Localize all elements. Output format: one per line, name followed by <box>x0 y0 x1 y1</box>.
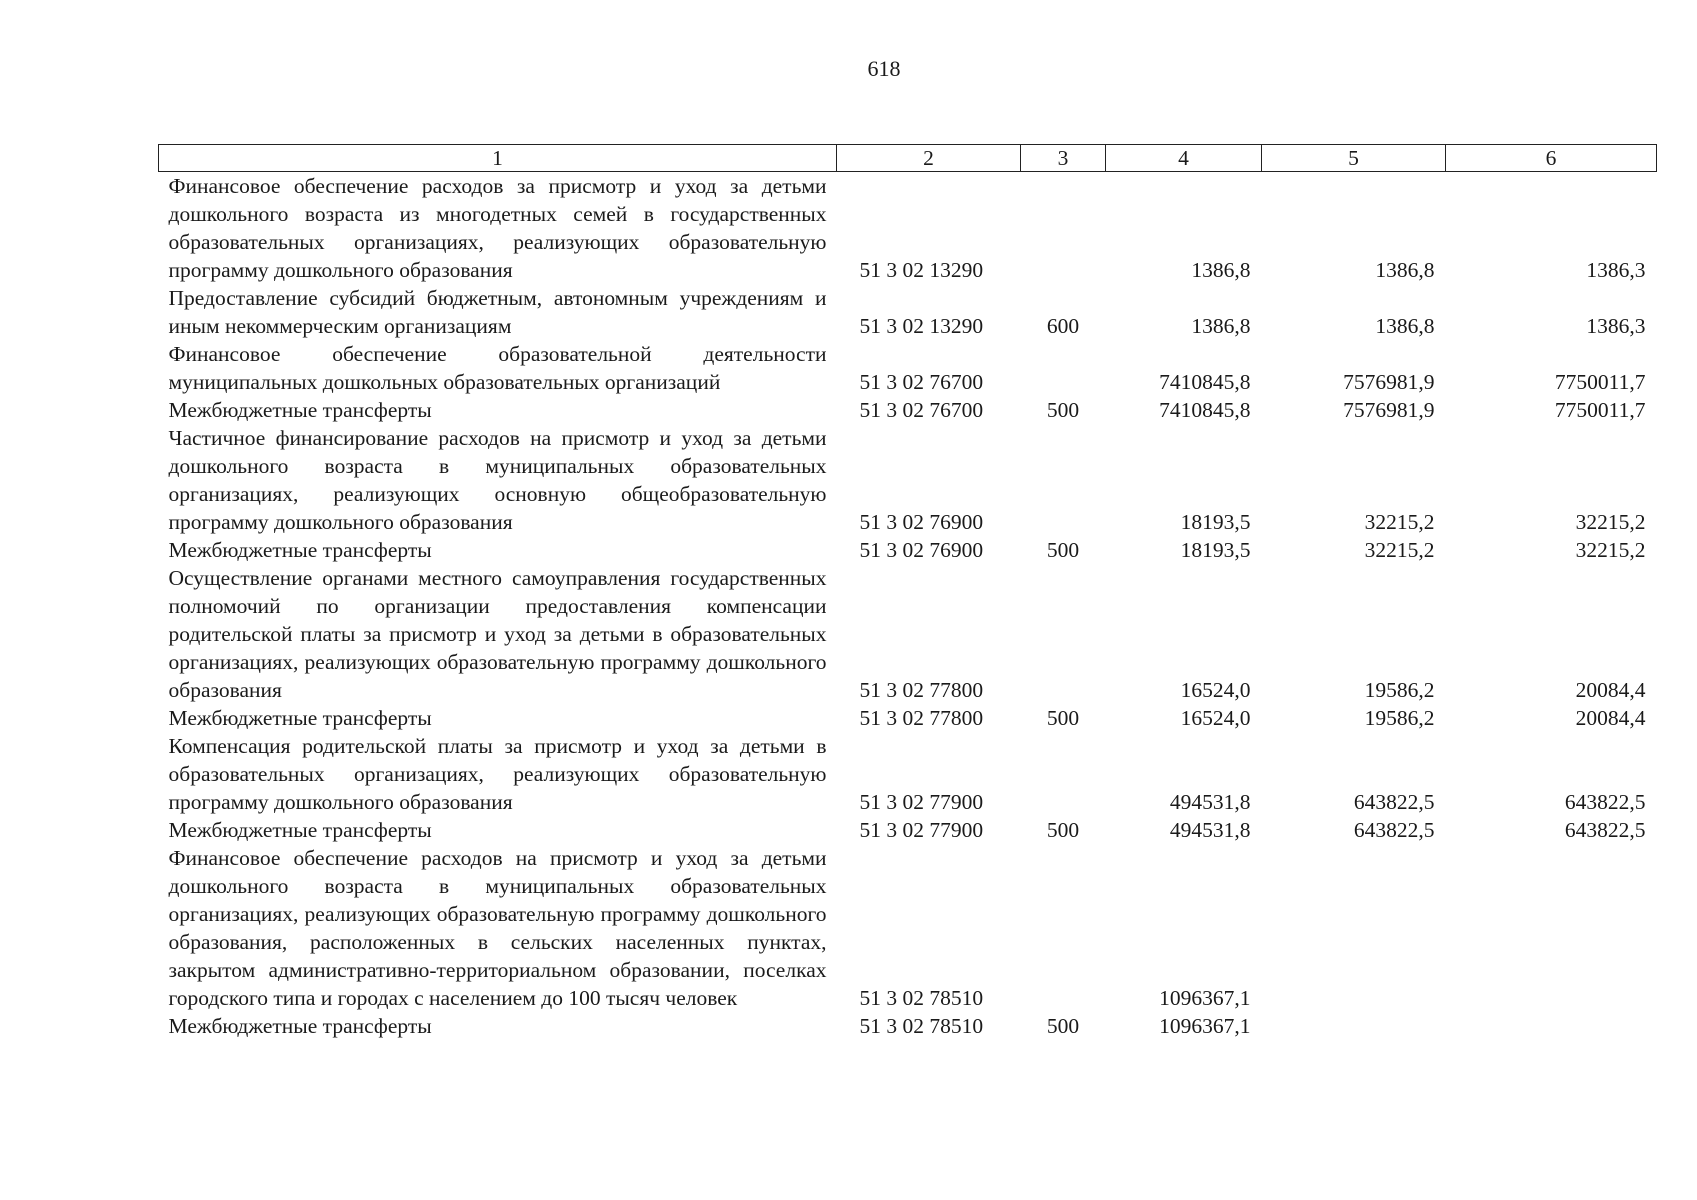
row-value-6: 1386,3 <box>1586 314 1646 338</box>
table-row <box>159 732 1657 816</box>
row-expense-type: 600 <box>1046 314 1080 338</box>
row-expense-type: 500 <box>1046 818 1080 842</box>
row-expense-type <box>1021 172 1106 285</box>
table-row <box>159 424 1657 536</box>
row-value-6: 20084,4 <box>1575 706 1646 730</box>
row-value-4: 7410845,8 <box>1159 370 1251 394</box>
header-col-6: 6 <box>1446 145 1657 172</box>
table-row <box>159 284 1657 340</box>
row-code: 51 3 02 13290 <box>859 314 984 338</box>
row-value-5: 7576981,9 <box>1343 398 1435 422</box>
row-expense-type <box>1021 564 1106 704</box>
row-value-4: 16524,0 <box>1180 678 1251 702</box>
table-body <box>159 172 1657 1041</box>
row-value-5: 7576981,9 <box>1343 370 1435 394</box>
row-value-4: 18193,5 <box>1180 538 1251 562</box>
row-expense-type: 500 <box>1046 706 1080 730</box>
row-value-6: 643822,5 <box>1564 790 1646 814</box>
header-col-3: 3 <box>1021 145 1106 172</box>
row-value-5: 1386,8 <box>1375 314 1435 338</box>
row-name: Межбюджетные трансферты <box>168 1014 432 1038</box>
row-value-4: 7410845,8 <box>1159 398 1251 422</box>
header-col-4: 4 <box>1106 145 1262 172</box>
row-expense-type: 500 <box>1046 398 1080 422</box>
row-name: Частичное финансирование расходов на присмотр и уход за детьми дошкольного возраста в муниципальных образовательных организациях, реализующих основную общеобразовательную программу дошкольного образования <box>168 426 827 534</box>
row-expense-type <box>1021 844 1106 1012</box>
header-col-2: 2 <box>837 145 1021 172</box>
row-value-4: 1386,8 <box>1191 314 1251 338</box>
table-row <box>159 396 1657 424</box>
row-code: 51 3 02 77800 <box>859 706 984 730</box>
row-value-5: 19586,2 <box>1364 706 1435 730</box>
row-value-5: 643822,5 <box>1353 818 1435 842</box>
row-value-6: 7750011,7 <box>1554 370 1646 394</box>
table-row <box>159 1012 1657 1040</box>
row-value-5: 19586,2 <box>1364 678 1435 702</box>
table-row <box>159 844 1657 1012</box>
page-number: 618 <box>867 56 901 81</box>
row-value-4: 16524,0 <box>1180 706 1251 730</box>
table-header <box>159 145 1657 172</box>
row-name: Межбюджетные трансферты <box>168 818 432 842</box>
row-expense-type <box>1021 424 1106 536</box>
row-value-4: 494531,8 <box>1169 790 1251 814</box>
row-name: Предоставление субсидий бюджетным, автономным учреждениям и иным некоммерческим организациям <box>168 286 827 338</box>
row-value-5: 1386,8 <box>1375 258 1435 282</box>
row-name: Компенсация родительской платы за присмотр и уход за детьми в образовательных организациях, реализующих образовательную программу дошкольного образования <box>168 734 827 814</box>
row-value-4: 1096367,1 <box>1159 1014 1251 1038</box>
row-code: 51 3 02 13290 <box>859 258 984 282</box>
row-name: Межбюджетные трансферты <box>168 538 432 562</box>
table-row <box>159 536 1657 564</box>
row-value-6: 20084,4 <box>1575 678 1646 702</box>
row-value-5: 32215,2 <box>1364 538 1435 562</box>
row-code: 51 3 02 77900 <box>859 790 984 814</box>
row-expense-type: 500 <box>1046 1014 1080 1038</box>
row-name: Осуществление органами местного самоуправления государственных полномочий по организации предоставления компенсации родительской платы за присмотр и уход за детьми в образовательных организациях, реализующих образовательную программу дошкольного образования <box>168 566 827 702</box>
row-code: 51 3 02 77900 <box>859 818 984 842</box>
row-code: 51 3 02 78510 <box>859 1014 984 1038</box>
row-code: 51 3 02 77800 <box>859 678 984 702</box>
row-value-4: 1096367,1 <box>1159 986 1251 1010</box>
row-value-5 <box>1262 844 1446 1012</box>
table-row <box>159 564 1657 704</box>
row-value-6: 32215,2 <box>1575 510 1646 534</box>
row-value-4: 1386,8 <box>1191 258 1251 282</box>
budget-table <box>158 144 1657 1040</box>
row-value-5 <box>1262 1012 1446 1040</box>
table-row <box>159 340 1657 396</box>
table-row <box>159 704 1657 732</box>
row-value-4: 494531,8 <box>1169 818 1251 842</box>
row-value-6 <box>1446 844 1657 1012</box>
row-code: 51 3 02 76900 <box>859 510 984 534</box>
row-name: Межбюджетные трансферты <box>168 706 432 730</box>
row-expense-type: 500 <box>1046 538 1080 562</box>
row-name: Финансовое обеспечение расходов на присмотр и уход за детьми дошкольного возраста в муниципальных образовательных организациях, реализующих образовательную программу дошкольного образования, расположенных в сельских населенных пунктах, закрытом административно-территориальном образовании, поселках городского типа и городах с населением до 100 тысяч человек <box>168 846 827 1010</box>
row-value-6: 643822,5 <box>1564 818 1646 842</box>
row-value-6 <box>1446 1012 1657 1040</box>
row-code: 51 3 02 76900 <box>859 538 984 562</box>
row-name: Финансовое обеспечение образовательной деятельности муниципальных дошкольных образовательных организаций <box>168 342 827 394</box>
header-col-5: 5 <box>1262 145 1446 172</box>
row-value-6: 1386,3 <box>1586 258 1646 282</box>
row-expense-type <box>1021 732 1106 816</box>
row-value-4: 18193,5 <box>1180 510 1251 534</box>
row-value-6: 32215,2 <box>1575 538 1646 562</box>
row-code: 51 3 02 76700 <box>859 398 984 422</box>
row-code: 51 3 02 76700 <box>859 370 984 394</box>
row-value-5: 32215,2 <box>1364 510 1435 534</box>
table-row <box>159 816 1657 844</box>
header-col-1: 1 <box>159 145 837 172</box>
row-expense-type <box>1021 340 1106 396</box>
row-code: 51 3 02 78510 <box>859 986 984 1010</box>
row-name: Финансовое обеспечение расходов за присмотр и уход за детьми дошкольного возраста из многодетных семей в государственных образовательных организациях, реализующих образовательную программу дошкольного образования <box>168 174 827 282</box>
table-row <box>159 172 1657 285</box>
row-name: Межбюджетные трансферты <box>168 398 432 422</box>
row-value-6: 7750011,7 <box>1554 398 1646 422</box>
row-value-5: 643822,5 <box>1353 790 1435 814</box>
